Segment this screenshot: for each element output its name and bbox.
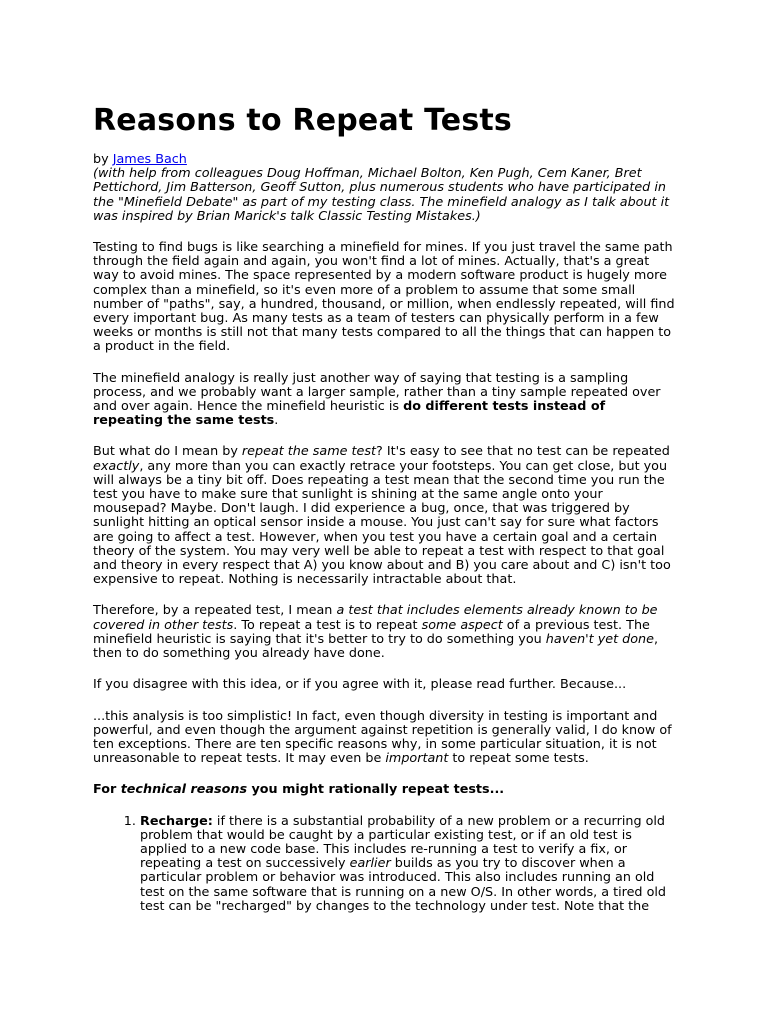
text-run: if there is a substantial probability of a new problem or a recurring old problem that would be caught by a particular existing test, or if an old test is applied to a new code base. This includes re-running a test to verify a fix, or repeating a test on successively xyxy=(140,813,666,872)
minefield-heuristic: do different tests instead of repeating the same tests xyxy=(93,399,606,429)
reasons-list xyxy=(93,815,678,914)
paragraph-repeat-definition xyxy=(93,445,678,587)
text-run: to repeat some tests. xyxy=(448,751,589,767)
sampling-text: The minefield analogy is really just another way of saying that testing is a sampling process, and we probably want a larger sample, rather than a tiny sample repeated over and over again. Hence the minefield heuristic is xyxy=(93,370,661,415)
text-run: ...this analysis is too simplistic! In fact, even though diversity in testing is important and powerful, and even though the argument against repetition is generally valid, I do know of ten exceptions. There are ten specific reasons why, in some particular situation, it is not unreasonable to repeat tests. It may even be xyxy=(93,708,672,767)
list-item xyxy=(140,815,678,914)
emphasis: important xyxy=(385,751,449,767)
emphasis: exactly xyxy=(93,458,140,474)
text-run: you might rationally repeat tests... xyxy=(247,782,505,798)
paragraph-minefield-intro: Testing to find bugs is like searching a minefield for mines. If you just travel the same path through the field again and again, you won't find a lot of mines. Actually, that's a great way to avoid mines. The space represented by a modern software product is hugely more complex than a minefield, so it's even more of a problem to assume that some small number of "paths", say, a hundred, thousand, or million, when endlessly repeated, will find every important bug. As many tests as a team of testers can physically perform in a few weeks or months is still not that many tests compared to all the things that can happen to a product in the field. xyxy=(93,240,675,355)
emphasis: repeat the same test xyxy=(241,444,377,460)
text-run: , then to do something you already have done. xyxy=(93,631,659,662)
section-heading-text xyxy=(93,782,504,797)
sampling-end: . xyxy=(274,413,279,429)
emphasis: technical reasons xyxy=(120,782,248,798)
emphasis: earlier xyxy=(349,856,391,872)
author-link[interactable]: James Bach xyxy=(112,152,187,167)
paragraph-exceptions xyxy=(93,710,678,767)
text-run: For xyxy=(93,782,121,798)
page-title: Reasons to Repeat Tests xyxy=(93,103,512,138)
text-run: Therefore, by a repeated test, I mean xyxy=(93,603,337,619)
text-run: , any more than you can exactly retrace your footsteps. You can get close, but you will always be a tiny bit off. Does repeating a test mean that the second time you run the test you have to make sure that sunlight is shining at the same angle onto your mousepad? Maybe. Don't laugh. I did experience a bug, once, that was triggered by sunlight hitting an optical sensor inside a mouse. You just can't say for sure what factors are going to affect a test. However, when you test you have a certain goal and a certain theory of the system. You may very well be able to repeat a test with respect to that goal and theory in every respect that A) you know about and B) you care about and C) isn't too expensive to repeat. Nothing is necessarily intractable about that. xyxy=(93,458,671,588)
text-run: But what do I mean by xyxy=(93,444,242,460)
byline xyxy=(93,153,678,224)
article-body xyxy=(93,153,678,914)
emphasis: some aspect xyxy=(421,617,503,633)
section-heading xyxy=(93,783,678,797)
emphasis: haven't yet done xyxy=(545,631,654,647)
text-run: . To repeat a test is to repeat xyxy=(233,617,422,633)
text-run: builds as you try to discover when a particular problem or behavior was introduced. This also includes running an old test on the same software that is running on a new O/S. In other words, a tired old test can be "recharged" by changes to the technology under test. Note that the xyxy=(140,856,666,914)
emphasis: a test that includes elements already known to be covered in other tests xyxy=(93,603,658,633)
text-run: of a previous test. The minefield heuristic is saying that it's better to try to do something you xyxy=(93,617,650,647)
text-run: ? It's easy to see that no test can be repeated xyxy=(376,444,670,460)
paragraph-sampling xyxy=(93,372,678,429)
paragraph-repeated-test-meaning xyxy=(93,604,678,661)
byline-credits: (with help from colleagues Doug Hoffman, Michael Bolton, Ken Pugh, Cem Kaner, Bret Pettichord, Jim Batterson, Geoff Sutton, plus numerous students who have participated in the "Minefield Debate" as part of my testing class. The minefield analogy as I talk about it was inspired by Brian Marick's talk Classic Testing Mistakes.) xyxy=(93,166,670,224)
byline-prefix: by xyxy=(93,152,113,167)
list-item-term: Recharge: xyxy=(140,813,213,829)
paragraph-read-further: If you disagree with this idea, or if you agree with it, please read further. Because... xyxy=(93,677,627,693)
